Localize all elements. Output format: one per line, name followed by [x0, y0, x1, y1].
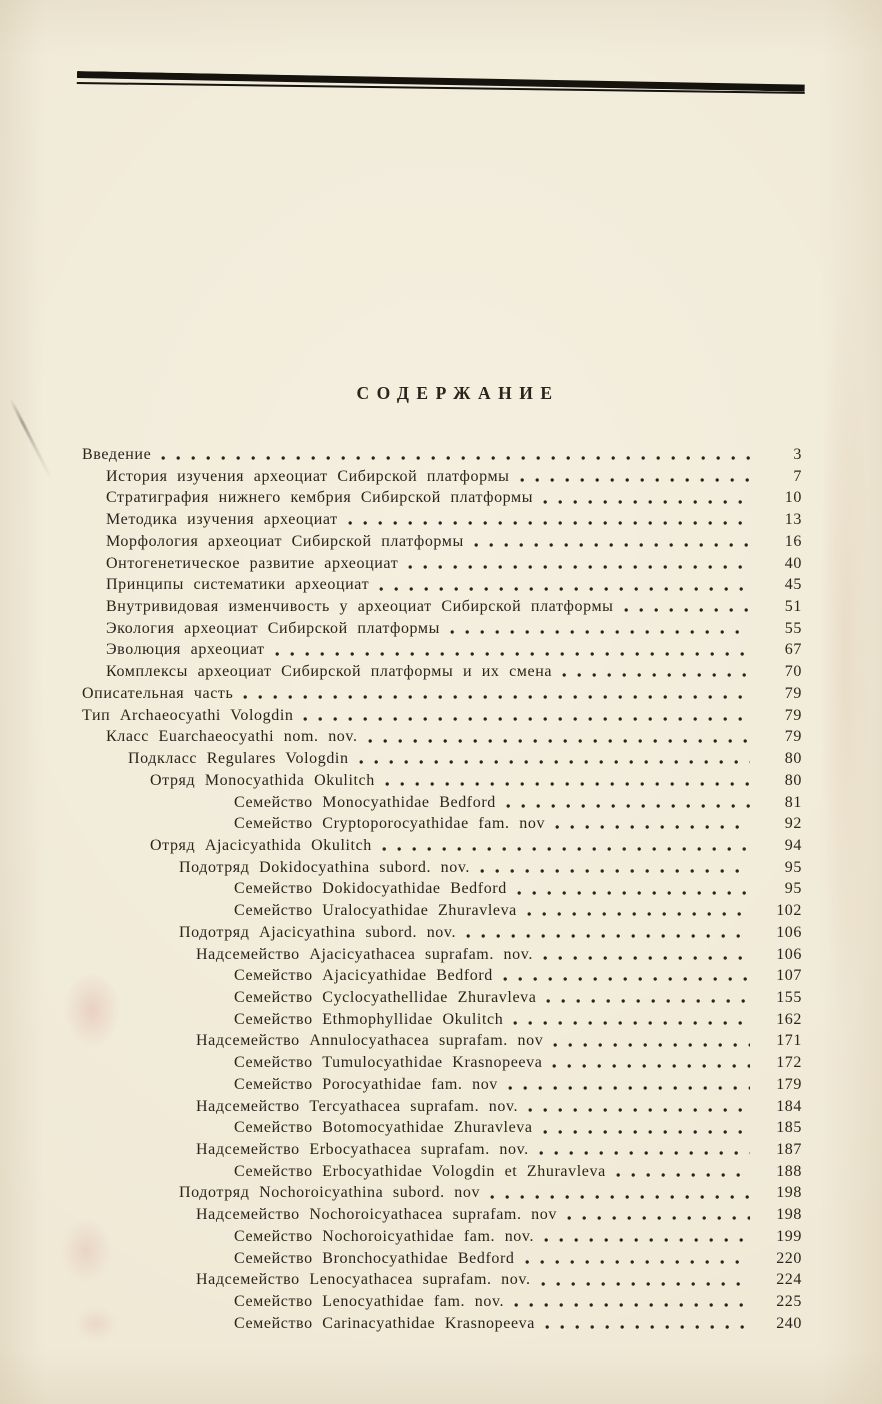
dot-leader — [528, 1108, 750, 1112]
toc-entry — [82, 509, 802, 531]
entry-page-number: 13 — [784, 511, 802, 529]
toc-entry — [82, 792, 802, 814]
entry-title: Надсемейство Nochoroicyathacea suprafam. nov — [196, 1206, 557, 1224]
entry-page-number: 55 — [784, 619, 802, 637]
toc-entry — [82, 878, 802, 900]
entry-page-number: 3 — [793, 446, 802, 463]
entry-page-number: 102 — [776, 902, 802, 920]
entry-title: Семейство Uralocyathidae Zhuravleva — [234, 902, 517, 920]
dot-leader — [543, 956, 750, 960]
entry-page-number: 79 — [784, 684, 802, 702]
dot-leader — [506, 804, 750, 808]
entry-title: Онтогенетическое развитие археоциат — [106, 554, 399, 572]
entry-page-number: 225 — [776, 1293, 802, 1311]
toc-entry — [82, 596, 802, 618]
dot-leader — [514, 1303, 750, 1307]
entry-page-number: 184 — [776, 1097, 802, 1115]
entry-title: История изучения археоциат Сибирской платформы — [106, 467, 510, 485]
toc-entry — [82, 1204, 802, 1226]
dot-leader — [385, 782, 750, 786]
entry-page-number: 162 — [776, 1010, 802, 1028]
entry-page-number: 198 — [776, 1184, 802, 1202]
page-title: СОДЕРЖАНИЕ — [356, 383, 560, 403]
entry-page-number: 51 — [784, 598, 802, 616]
entry-title: Надсемейство Tercyathacea suprafam. nov. — [196, 1097, 519, 1115]
entry-title: Семейство Ajacicyathidae Bedford — [234, 967, 493, 985]
entry-page-number: 106 — [776, 945, 802, 963]
entry-title: Морфология археоциат Сибирской платформы — [106, 532, 464, 550]
dot-leader — [545, 1325, 750, 1329]
header-rule — [77, 71, 805, 97]
entry-page-number: 188 — [776, 1162, 802, 1180]
entry-title: Описательная часть — [82, 684, 234, 702]
toc-entry — [82, 965, 802, 987]
entry-page-number: 80 — [784, 750, 802, 768]
entry-page-number: 80 — [784, 771, 802, 789]
toc-entry — [82, 748, 802, 770]
dot-leader — [624, 608, 750, 612]
toc-entry — [82, 639, 802, 661]
toc-entry — [82, 1139, 802, 1161]
dot-leader — [552, 1064, 750, 1068]
entry-title: Надсемейство Annulocyathacea suprafam. nov — [196, 1032, 544, 1050]
dot-leader — [379, 587, 750, 591]
dot-leader — [527, 912, 750, 916]
toc-entry — [82, 1313, 802, 1335]
toc-list — [82, 444, 802, 1334]
entry-title: Подкласс Regulares Vologdin — [128, 750, 349, 768]
dot-leader — [450, 630, 750, 634]
dot-leader — [161, 456, 750, 460]
entry-title: Тип Archaeocyathi Vologdin — [82, 706, 294, 724]
entry-title: Надсемейство Ajacicyathacea suprafam. nov. — [196, 945, 533, 963]
entry-page-number: 79 — [784, 728, 802, 746]
entry-title: Отряд Monocyathida Okulitch — [150, 771, 375, 789]
dot-leader — [480, 869, 750, 873]
entry-page-number: 95 — [784, 880, 802, 898]
toc-entry — [82, 705, 802, 727]
dot-leader — [555, 825, 750, 829]
entry-title: Семейство Erbocyathidae Vologdin et Zhuravleva — [234, 1162, 606, 1180]
dot-leader — [513, 1021, 750, 1025]
toc-entry — [82, 466, 802, 488]
toc-entry — [82, 1117, 802, 1139]
entry-page-number: 10 — [784, 489, 802, 507]
entry-page-number: 240 — [776, 1314, 802, 1332]
entry-page-number: 171 — [776, 1032, 802, 1050]
entry-page-number: 95 — [784, 858, 802, 876]
dot-leader — [368, 739, 750, 743]
entry-page-number: 92 — [784, 815, 802, 833]
paper-blemish — [820, 260, 870, 1040]
entry-page-number: 199 — [776, 1227, 802, 1245]
entry-title: Введение — [82, 446, 152, 463]
entry-page-number: 81 — [784, 793, 802, 811]
toc-entry — [82, 683, 802, 705]
entry-title: Подотряд Nochoroicyathina subord. nov — [179, 1184, 481, 1202]
dot-leader — [525, 1260, 750, 1264]
entry-title: Класс Euarchaeocyathi nom. nov. — [106, 728, 358, 746]
entry-page-number: 224 — [776, 1271, 802, 1289]
dot-leader — [382, 847, 750, 851]
dot-leader — [543, 1130, 750, 1134]
dot-leader — [562, 673, 750, 677]
entry-page-number: 172 — [776, 1054, 802, 1072]
entry-title: Внутривидовая изменчивость у археоциат Сибирской платформы — [106, 598, 614, 616]
toc-entry — [82, 1226, 802, 1248]
entry-page-number: 187 — [776, 1141, 802, 1158]
toc-entry — [82, 1161, 802, 1183]
entry-title: Семейство Carinacyathidae Krasnopeeva — [234, 1314, 535, 1332]
toc-entry — [82, 661, 802, 683]
toc-entry — [82, 857, 802, 879]
entry-page-number: 67 — [784, 641, 802, 659]
entry-page-number: 107 — [776, 967, 802, 985]
entry-title: Экология археоциат Сибирской платформы — [106, 619, 440, 637]
entry-title: Надсемейство Erbocyathacea suprafam. nov. — [196, 1141, 529, 1158]
toc-entry — [82, 770, 802, 792]
dot-leader — [616, 1173, 750, 1177]
toc-entry — [82, 1291, 802, 1313]
entry-title: Семейство Ethmophyllidae Okulitch — [234, 1010, 504, 1028]
dot-leader — [539, 1151, 750, 1155]
toc-entry — [82, 531, 802, 553]
dot-leader — [544, 1238, 750, 1242]
toc-entry — [82, 726, 802, 748]
entry-title: Семейство Botomocyathidae Zhuravleva — [234, 1119, 533, 1137]
toc-entry — [82, 444, 802, 466]
dot-leader — [541, 1282, 750, 1286]
toc-entry — [82, 922, 802, 944]
toc-entry — [82, 1096, 802, 1118]
entry-page-number: 198 — [776, 1206, 802, 1224]
entry-title: Стратиграфия нижнего кембрия Сибирской платформы — [106, 489, 534, 507]
toc-entry — [82, 1269, 802, 1291]
entry-page-number: 94 — [784, 836, 802, 854]
dot-leader — [490, 1195, 750, 1199]
dot-leader — [517, 891, 750, 895]
toc-entry — [82, 813, 802, 835]
toc-entry — [82, 487, 802, 509]
entry-page-number: 45 — [784, 576, 802, 594]
entry-page-number: 185 — [776, 1119, 802, 1137]
entry-title: Семейство Dokidocyathidae Bedford — [234, 880, 507, 898]
entry-title: Методика изучения археоциат — [106, 511, 338, 529]
entry-title: Принципы систематики археоциат — [106, 576, 370, 594]
pencil-scratch-mark — [9, 398, 53, 480]
dot-leader — [546, 999, 750, 1003]
toc-entry — [82, 1248, 802, 1270]
entry-title: Семейство Tumulocyathidae Krasnopeeva — [234, 1054, 543, 1072]
toc-entry — [82, 987, 802, 1009]
entry-title: Надсемейство Lenocyathacea suprafam. nov. — [196, 1271, 531, 1289]
entry-page-number: 79 — [784, 706, 802, 724]
dot-leader — [243, 695, 750, 699]
toc-entry — [82, 1052, 802, 1074]
entry-title: Семейство Monocyathidae Bedford — [234, 793, 496, 811]
toc-entry — [82, 618, 802, 640]
entry-title: Комплексы археоциат Сибирской платформы и их смена — [106, 663, 553, 681]
dot-leader — [543, 500, 750, 504]
entry-page-number: 40 — [784, 554, 802, 572]
dot-leader — [508, 1086, 750, 1090]
toc-entry — [82, 1074, 802, 1096]
dot-leader — [503, 977, 750, 981]
entry-page-number: 106 — [776, 923, 802, 941]
toc-entry — [82, 944, 802, 966]
entry-title: Семейство Nochoroicyathidae fam. nov. — [234, 1227, 535, 1245]
toc-entry — [82, 574, 802, 596]
entry-page-number: 7 — [793, 467, 802, 485]
toc-entry — [82, 835, 802, 857]
toc-entry — [82, 1030, 802, 1052]
entry-title: Эволюция археоциат — [106, 641, 265, 659]
dot-leader — [567, 1216, 750, 1220]
entry-title: Семейство Cryptoporocyathidae fam. nov — [234, 815, 546, 833]
dot-leader — [275, 652, 750, 656]
dot-leader — [520, 478, 750, 482]
toc-entry — [82, 1182, 802, 1204]
toc-entry — [82, 1009, 802, 1031]
entry-page-number: 220 — [776, 1249, 802, 1267]
entry-page-number: 179 — [776, 1075, 802, 1093]
entry-title: Семейство Lenocyathidae fam. nov. — [234, 1293, 505, 1311]
entry-title: Подотряд Ajacicyathina subord. nov. — [179, 923, 457, 941]
dot-leader — [408, 565, 750, 569]
entry-title: Семейство Porocyathidae fam. nov — [234, 1075, 498, 1093]
dot-leader — [474, 543, 750, 547]
dot-leader — [303, 717, 750, 721]
entry-title: Подотряд Dokidocyathina subord. nov. — [179, 858, 471, 876]
entry-page-number: 16 — [784, 532, 802, 550]
entry-title: Семейство Bronchocyathidae Bedford — [234, 1249, 515, 1267]
dot-leader — [466, 934, 750, 938]
dot-leader — [359, 760, 750, 764]
dot-leader — [348, 521, 750, 525]
entry-page-number: 155 — [776, 988, 802, 1006]
dot-leader — [553, 1043, 750, 1047]
entry-title: Семейство Cyclocyathellidae Zhuravleva — [234, 988, 537, 1006]
entry-title: Отряд Ajacicyathida Okulitch — [150, 836, 372, 854]
toc-entry — [82, 900, 802, 922]
entry-page-number: 70 — [784, 663, 802, 681]
toc-entry — [82, 553, 802, 575]
